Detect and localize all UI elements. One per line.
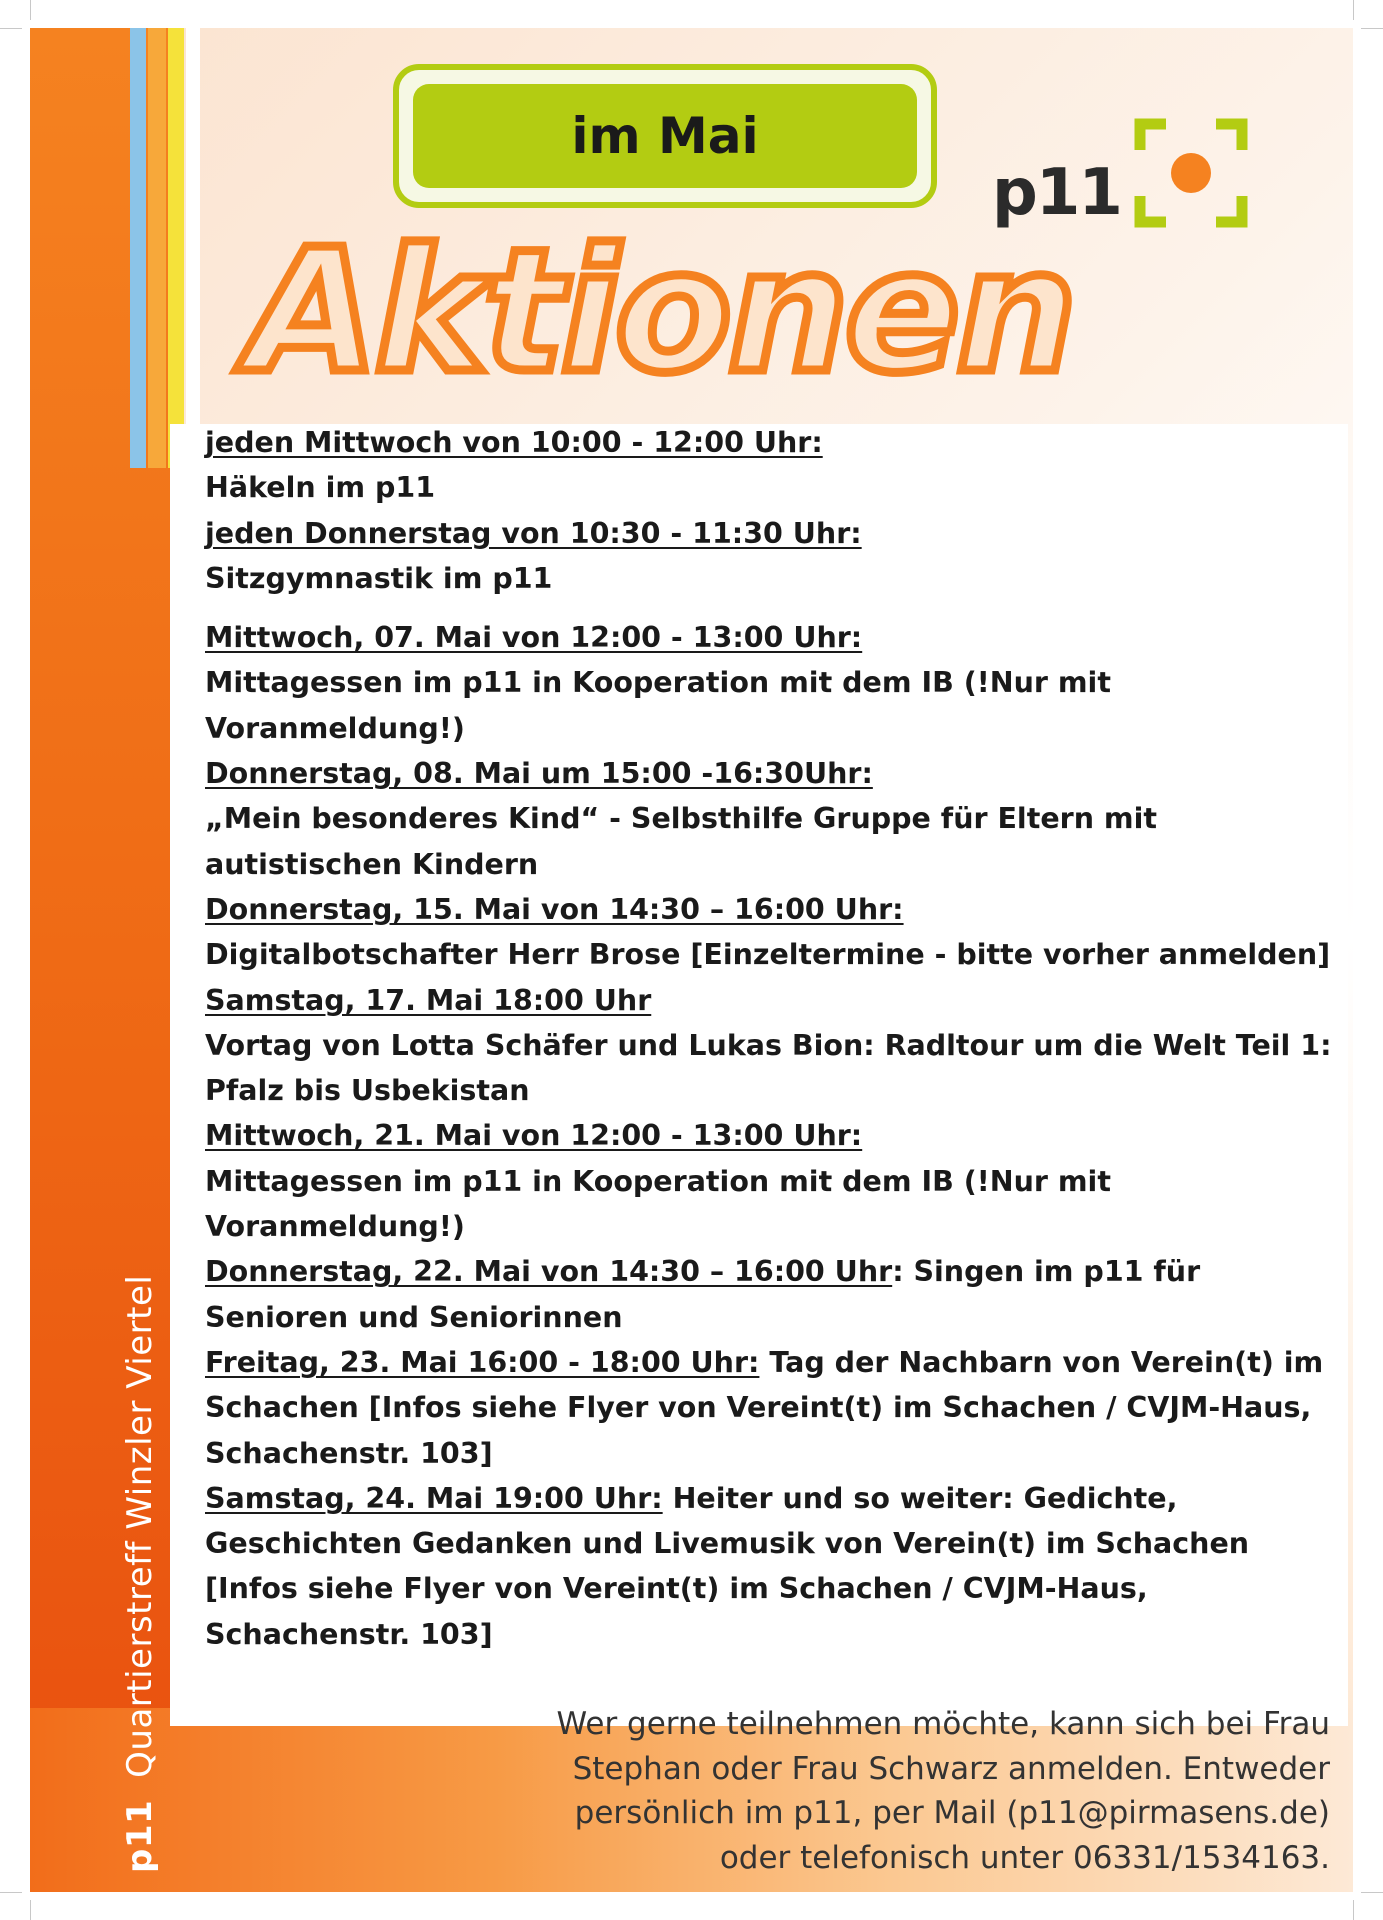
logo-mark-icon <box>1134 118 1248 228</box>
event-item <box>205 978 1335 1114</box>
crop-mark <box>0 1892 22 1893</box>
event-text: Sitzgymnastik im p11 <box>205 561 553 595</box>
crop-mark <box>30 0 31 20</box>
event-item <box>205 751 1335 887</box>
decor-stripe <box>130 28 146 468</box>
contact-line: oder telefonisch unter 06331/1534163. <box>719 1839 1330 1876</box>
event-item <box>205 1113 1335 1249</box>
event-date: jeden Donnerstag von 10:30 - 11:30 Uhr: <box>205 516 862 550</box>
event-item <box>205 420 1335 511</box>
event-date: jeden Mittwoch von 10:00 - 12:00 Uhr: <box>205 426 823 459</box>
event-date: Mittwoch, 21. Mai von 12:00 - 13:00 Uhr: <box>205 1119 863 1153</box>
crop-mark <box>1353 1900 1354 1920</box>
event-text: Vortag von Lotta Schäfer und Lukas Bion: Radltour um die Welt Teil 1: Pfalz bis Usbekistan <box>205 1028 1332 1108</box>
event-date: Samstag, 17. Mai 18:00 Uhr <box>205 983 652 1017</box>
month-badge <box>393 64 937 208</box>
decor-stripe <box>148 28 166 468</box>
event-date: Donnerstag, 08. Mai um 15:00 -16:30Uhr: <box>205 757 873 791</box>
sidebar-subtitle: Quartierstreff Winzler Viertel <box>120 1274 160 1778</box>
event-text: Tag der Nachbarn von Verein(t) im Schachen [Infos siehe Flyer von Vereint(t) im Schachen / CVJM-Haus, Schachenstr. 103] <box>205 1345 1324 1470</box>
decor-stripe <box>168 28 184 468</box>
event-item <box>205 615 1335 751</box>
month-label: im Mai <box>413 84 917 188</box>
event-item <box>205 1476 1335 1657</box>
crop-mark <box>1361 28 1383 29</box>
decor-stripe <box>186 28 200 468</box>
contact-line: persönlich im p11, per Mail (p11@pirmasens.de) <box>574 1795 1330 1831</box>
event-text: „Mein besonderes Kind“ - Selbsthilfe Gruppe für Eltern mit autistischen Kindern <box>205 802 1158 881</box>
sidebar-brand-text <box>120 1275 160 1873</box>
event-date: Donnerstag, 15. Mai von 14:30 – 16:00 Uhr: <box>205 892 904 926</box>
crop-mark <box>0 28 22 29</box>
svg-text:Aktionen: Aktionen <box>246 220 1074 410</box>
crop-mark <box>1353 0 1354 20</box>
headline-aktionen <box>210 220 1110 410</box>
event-text: Digitalbotschafter Herr Brose [Einzeltermine - bitte vorher anmelden] <box>205 938 1331 972</box>
spacer <box>205 601 1335 615</box>
contact-line: Stephan oder Frau Schwarz anmelden. Entweder <box>572 1750 1330 1787</box>
event-item <box>205 1249 1335 1340</box>
event-item <box>205 1340 1335 1476</box>
event-text: Heiter und so weiter: Gedichte, Geschichten Gedanken und Livemusik von Verein(t) im Schachen [Infos siehe Flyer von Vereint(t) im Schachen / CVJM-Haus, Schachenstr. 103] <box>205 1481 1250 1651</box>
event-text: Häkeln im p11 <box>205 471 436 505</box>
event-date: Mittwoch, 07. Mai von 12:00 - 13:00 Uhr: <box>205 621 863 655</box>
event-item <box>205 887 1335 978</box>
contact-info <box>500 1702 1330 1880</box>
contact-line: Wer gerne teilnehmen möchte, kann sich bei Frau <box>556 1706 1330 1742</box>
event-list <box>205 420 1335 1657</box>
event-text: : Singen im p11 für Senioren und Seniorinnen <box>205 1255 1201 1334</box>
event-date: Donnerstag, 22. Mai von 14:30 – 16:00 Uhr <box>205 1255 893 1289</box>
crop-mark <box>30 1900 31 1920</box>
event-date: Samstag, 24. Mai 19:00 Uhr: <box>205 1481 663 1515</box>
event-date: Freitag, 23. Mai 16:00 - 18:00 Uhr: <box>205 1345 760 1379</box>
sidebar-brand: p11 <box>120 1799 160 1873</box>
event-item <box>205 511 1335 602</box>
event-text: Mittagessen im p11 in Kooperation mit dem IB (!Nur mit Voranmeldung!) <box>205 666 1111 745</box>
crop-mark <box>1361 1892 1383 1893</box>
logo-text: p11 <box>992 156 1121 230</box>
event-text: Mittagessen im p11 in Kooperation mit dem IB (!Nur mit Voranmeldung!) <box>205 1164 1111 1244</box>
